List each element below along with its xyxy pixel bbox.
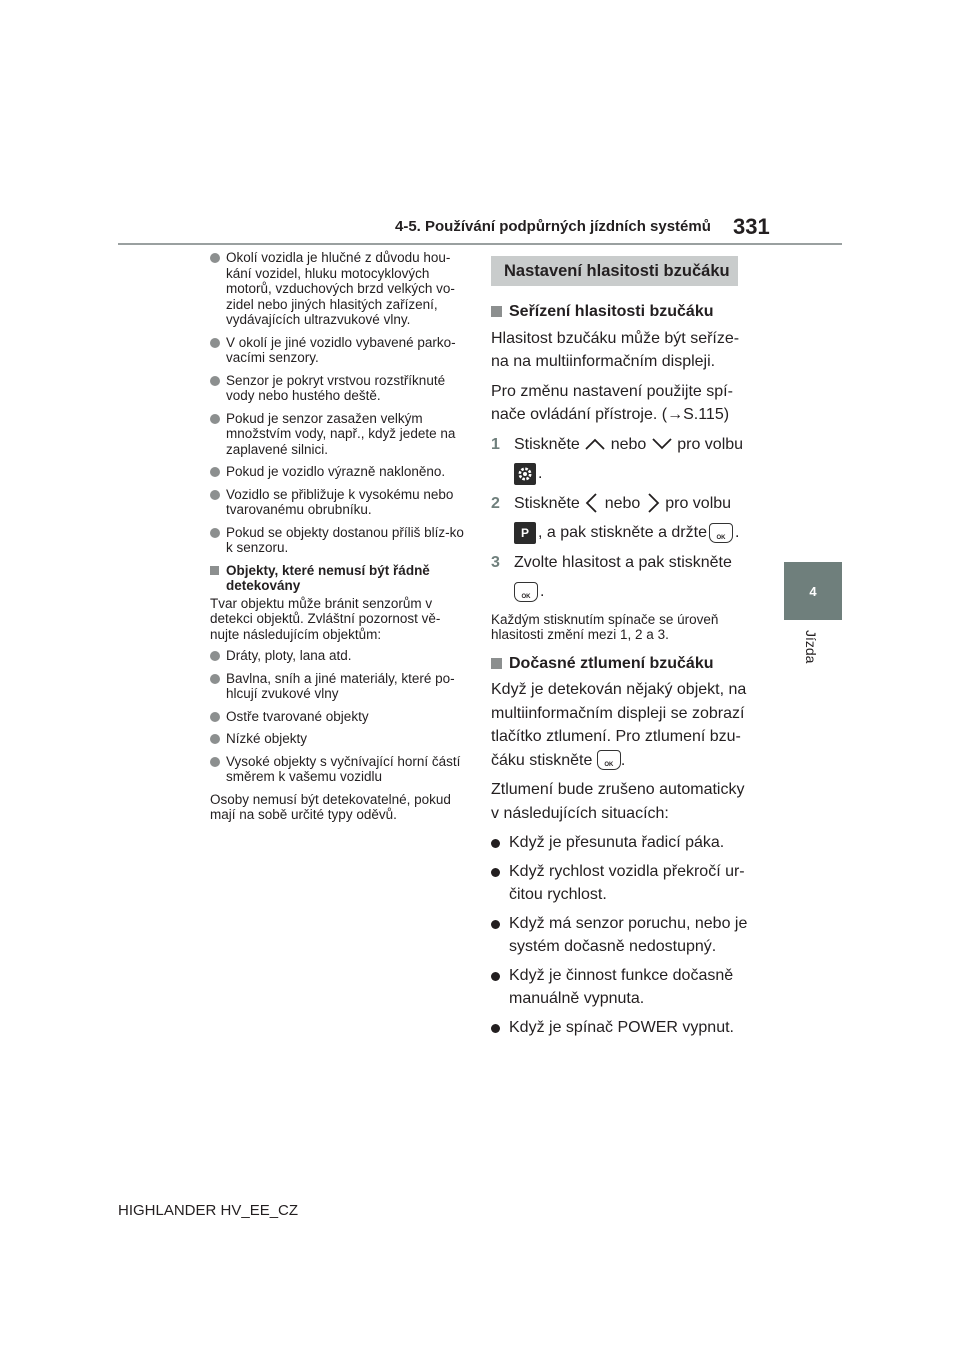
list-item: Když je činnost funkce dočasně manuálně vypnuta. (491, 964, 753, 1011)
list-item: Když rychlost vozidla překročí ur-čitou rychlost. (491, 860, 753, 907)
bullet-icon (491, 920, 500, 929)
chapter-number: 4 (809, 583, 817, 599)
bullet-icon (210, 674, 220, 684)
step-1: 1 Stiskněte nebo pro volbu . (491, 433, 753, 486)
list-item: Nízké objekty (210, 731, 468, 747)
section-title: Nastavení hlasitosti bzučáku (491, 256, 738, 286)
step-2: 2 Stiskněte nebo pro volbu P , a pak stiskněte a držte OK . (491, 492, 753, 545)
list-item: Když je přesunuta řadicí páka. (491, 831, 753, 855)
list-item: Vysoké objekty s vyčnívající horní částí směrem k vašemu vozidlu (210, 754, 468, 785)
bullet-icon (210, 414, 220, 424)
paragraph: Hlasitost bzučáku může být seříze-na na multiinformačním displeji. (491, 329, 740, 370)
chevron-right-icon (645, 492, 661, 514)
step-3: 3 Zvolte hlasitost a pak stiskněte OK . (491, 553, 732, 600)
bullet-icon (210, 490, 220, 500)
list-item: Dráty, ploty, lana atd. (210, 648, 468, 664)
subheading-mute: Dočasné ztlumení bzučáku (491, 652, 753, 676)
list-item: Senzor je pokryt vrstvou rozstříknuté vody nebo hustého deště. (210, 373, 468, 404)
bullet-icon (210, 338, 220, 348)
gear-icon (514, 463, 536, 485)
bullet-icon (210, 734, 220, 744)
right-column (491, 256, 753, 1044)
paragraph: Když je detekován nějaký objekt, na multiinformačním displeji se zobrazí tlačítko ztlumení. Pro ztlumení bzu-čáku stiskněte OK . (491, 681, 747, 769)
bullet-icon (491, 972, 500, 981)
ok-button-icon: OK (709, 523, 733, 543)
parking-sensor-icon: P (514, 522, 536, 544)
chevron-down-icon (651, 437, 673, 451)
ok-button-icon: OK (597, 750, 621, 770)
subheading-volume: Seřízení hlasitosti bzučáku (491, 300, 753, 324)
list-item: Pokud je vozidlo výrazně nakloněno. (210, 464, 468, 480)
list-item: Pokud se objekty dostanou příliš blíz-ko k senzoru. (210, 525, 468, 556)
chapter-tab[interactable] (784, 562, 842, 620)
left-heading: Objekty, které nemusí být řádně detekovány (210, 563, 468, 594)
list-item: Vozidlo se přibližuje k vysokému nebo tvarovanému obrubníku. (210, 487, 468, 518)
square-bullet-icon (491, 306, 502, 317)
list-item: Pokud je senzor zasažen velkým množstvím vody, např., když jedete na zaplavené silnici. (210, 411, 468, 458)
chapter-label: Jízda (803, 630, 819, 664)
chevron-up-icon (584, 437, 606, 451)
left-intro: Tvar objektu může bránit senzorům v detekci objektů. Zvláštní pozornost vě-nujte následujícím objektům: (210, 595, 441, 642)
list-item: V okolí je jiné vozidlo vybavené parko-vacími senzory. (210, 335, 468, 366)
footer-model: HIGHLANDER HV_EE_CZ (118, 1202, 299, 1219)
bullet-icon (491, 1024, 500, 1033)
chevron-left-icon (584, 492, 600, 514)
bullet-icon (491, 868, 500, 877)
list-item: Když má senzor poruchu, nebo je systém dočasně nedostupný. (491, 912, 753, 959)
square-bullet-icon (210, 566, 219, 575)
paragraph: Pro změnu nastavení použijte spí-nače ovládání přístroje. (→S.115) (491, 382, 733, 423)
list-item: Když je spínač POWER vypnut. (491, 1016, 753, 1040)
ok-button-icon: OK (514, 582, 538, 602)
bullet-icon (210, 467, 220, 477)
paragraph: Ztlumení bude zrušeno automaticky v následujících situacích: (491, 781, 745, 822)
square-bullet-icon (491, 658, 502, 669)
bullet-icon (210, 528, 220, 538)
bullet-icon (210, 712, 220, 722)
note: Každým stisknutím spínače se úroveň hlasitosti změní mezi 1, 2 a 3. (491, 611, 719, 642)
header-title: 4-5. Používání podpůrných jízdních systémů (395, 218, 711, 235)
bullet-icon (210, 757, 220, 767)
bullet-icon (210, 376, 220, 386)
left-column (210, 250, 468, 829)
bullet-icon (491, 839, 500, 848)
list-item: Bavlna, sníh a jiné materiály, které po-hlcují zvukové vlny (210, 671, 468, 702)
bullet-icon (210, 253, 220, 263)
page-number: 331 (733, 214, 770, 239)
list-item: Ostře tvarované objekty (210, 709, 468, 725)
list-item: Okolí vozidla je hlučné z důvodu hou-kání vozidel, hluku motocyklových motorů, vzduchových brzd velkých vo-zidel nebo jiných hlasitých zařízení, vydávajících ultrazvukové vlny. (210, 250, 468, 328)
left-outro: Osoby nemusí být detekovatelné, pokud mají na sobě určité typy oděvů. (210, 791, 451, 822)
header-rule (118, 243, 842, 245)
bullet-icon (210, 651, 220, 661)
